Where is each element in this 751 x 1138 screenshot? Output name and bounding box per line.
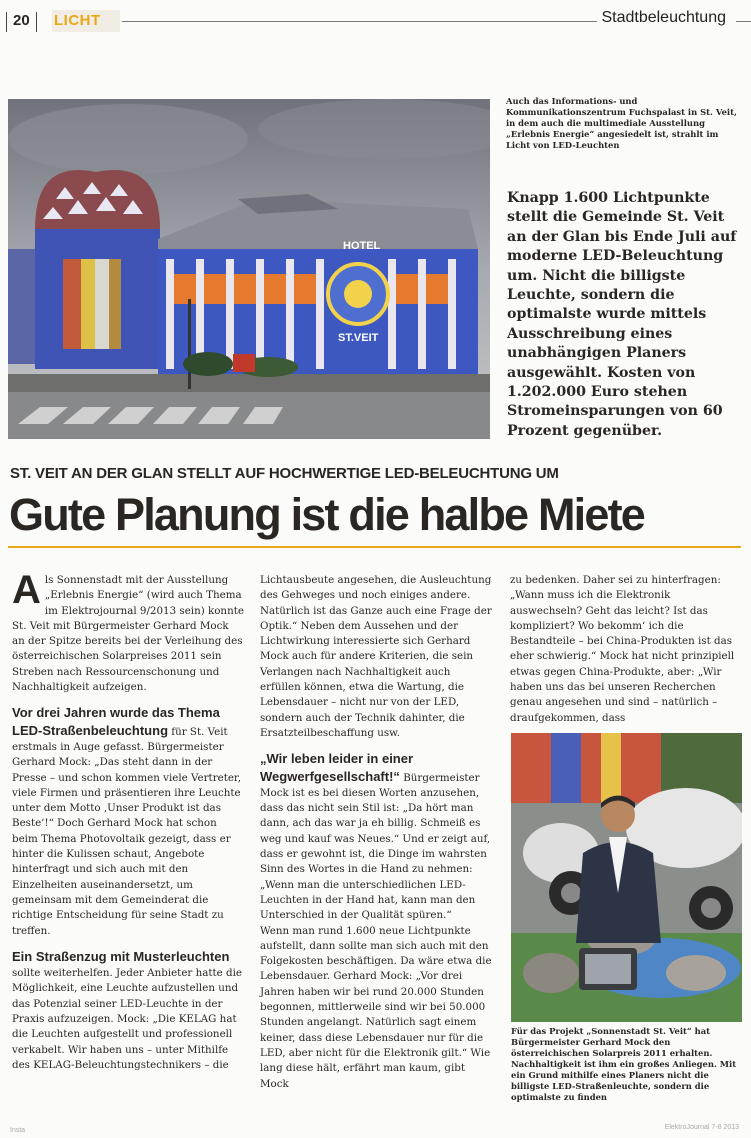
subheading: Ein Straßenzug mit Musterleuchten xyxy=(12,948,230,964)
text-column-2 xyxy=(260,573,494,1092)
photo-caption: Auch das Informations- und Kommunikationszentrum Fuchspalast in St. Veit, in dem auch die multimediale Ausstellung „Erlebnis Energie“ angesiedelt ist, strahlt im Licht von LED-Leuchten xyxy=(506,96,737,150)
paragraph-text: sollte weiterhelfen. Jeder Anbieter hatte die Möglichkeit, eine Leuchte aufzustellen und das Potenzial seiner LED-Leuchte in der Praxis aufzuzeigen. Mock: „Die KELAG hat die Leuchten aufgestellt und professionell verkabelt. Wir haben uns – unter Mithilfe des KELAG-Beleuchtungstechnikers – die xyxy=(12,967,242,1071)
paragraph xyxy=(12,568,244,695)
paragraph xyxy=(260,751,494,923)
hotel-sign: HOTEL xyxy=(343,240,381,252)
rubric-text: LICHT xyxy=(54,12,101,29)
mayor-photo xyxy=(511,733,742,1022)
headline-rule xyxy=(8,546,741,548)
paragraph xyxy=(12,705,244,938)
rubric-label xyxy=(52,10,120,32)
article-headline: Gute Planung ist die halbe Miete xyxy=(9,489,645,540)
paragraph-text: zu bedenken. Daher sei zu hinterfragen: „Wann muss ich die Elektronik auswechseln? Geht das leicht? Ist das kompliziert? Wo bekomm‘ ich die Bestandteile – bei China-Produkten ist das eher schwierig.“ Mock hat nicht prinzipiell etwas gegen China-Produkte, aber: „Wir haben uns das bei unseren Recherchen genau angesehen und sind – natürlich – draufgekommen, dass xyxy=(510,574,735,724)
fuchspalast-photo xyxy=(8,99,490,439)
header-divider xyxy=(6,12,7,32)
photo-caption: Für das Projekt „Sonnenstadt St. Veit“ hat Bürgermeister Gerhard Mock den österreichischen Solarpreis 2011 erhalten. Nachhaltigkeit ist ihm ein großes Anliegen. Mit ein Grund mithilfe eines Planers nicht die billigste LED-Straßenleuchte, sondern die optimalste zu finden xyxy=(511,1026,737,1102)
header-rule-right xyxy=(736,21,751,22)
header-divider xyxy=(36,12,37,32)
stveit-sign: ST.VEIT xyxy=(338,332,379,344)
paragraph-text: für St. Veit erstmals in Auge gefasst. Bürgermeister Gerhard Mock: „Das steht dann in der Presse – und schon kommen viele Vertreter, viele Firmen und präsentieren ihre Leuchte unter dem Motto ‚Unser Produkt ist das Beste‘!“ Doch Gerhard Mock hat schon beim Thema Photovoltaik gezeigt, dass er hinter die Kulissen schaut, Angebote hinterfragt und sich auch mit den Einzelheiten auseinandersetzt, um gemeinsam mit dem Gemeinderat die richtige Entscheidung für seine Stadt zu treffen. xyxy=(12,725,241,937)
paragraph-text: Lichtausbeute angesehen, die Ausleuchtung des Gehweges und noch einiges andere. Natürlich ist das Ganze auch eine Frage der Optik.“ Neben dem Aussehen und der Lichtwirkung interessierte sich Gerhard Mock auch für andere Kriterien, die sein Verlangen nach Nachhaltigkeit auch erfüllen können, etwa die Wartung, die Lebensdauer – nicht nur von der LED, sondern auch der Technik dahinter, die Ersatzteilbeschaffung usw. xyxy=(260,574,492,739)
footer-left: Insta xyxy=(10,1127,26,1134)
text-column-1 xyxy=(12,568,244,1073)
paragraph-text: Wenn man rund 1.600 neue Lichtpunkte aufstellt, dann sollte man sich auch mit den Folgekosten beschäftigen. Da wäre etwa die Lebensdauer. Gerhard Mock: „Vor drei Jahren haben wir bei rund 20.000 Stunden begonnen, mittlerweile sind wir bei 50.000 Stunden angelangt. Natürlich sagt einem keiner, dass diese Lebensdauer nur für die LED, aber nicht für die Elektronik gilt.“ Wie lang diese hält, erfährt man kaum, gibt Mock xyxy=(260,924,492,1090)
paragraph-text: Bürgermeister Mock ist es bei diesen Worten anzusehen, dass das nicht sein Stil ist: „Da hört man dann, ach das war ja eh billig. Schmeiß es weg und kauf was Neues.“ Und er zeigt auf, dass er gewohnt ist, die Dinge im wahrsten Sinn des Wortes in die Hand zu nehmen: „Wenn man die unterschiedlichen LED-Leuchten in der Hand hat, kann man den Unterschied in der Qualität spüren.“ xyxy=(260,771,491,922)
subheading: Vor drei Jahren wurde das Thema LED-Straßenbeleuchtung xyxy=(12,705,220,738)
header-rule xyxy=(122,21,597,22)
lead-paragraph: Knapp 1.600 Lichtpunkte stellt die Gemeinde St. Veit an der Glan bis Ende Juli auf moderne LED-Beleuchtung um. Nicht die billigste Leuchte, sondern die optimalste wurde mittels Ausschreibung eines unabhängigen Planers ausgewählt. Kosten von 1.202.000 Euro stehen Stromeinsparungen von 60 Prozent gegenüber. xyxy=(507,190,737,439)
article-kicker: ST. VEIT AN DER GLAN STELLT AUF HOCHWERTIGE LED-BELEUCHTUNG UM xyxy=(10,465,559,482)
paragraph xyxy=(12,949,244,1073)
footer-magazine: ElektroJournal 7-8 2013 xyxy=(664,1124,739,1131)
subheading: „Wir leben leider in einer Wegwerfgesellschaft!“ xyxy=(260,751,414,784)
dropcap: A xyxy=(12,568,41,612)
section-title: Stadtbeleuchtung xyxy=(601,9,726,26)
page-number: 20 xyxy=(13,12,30,29)
text-column-3 xyxy=(510,573,742,726)
paragraph-text: ls Sonnenstadt mit der Ausstellung „Erlebnis Energie“ (wird auch Thema im Elektrojournal 9/2013 sein) konnte St. Veit mit Bürgermeister Gerhard Mock an der Spitze bereits bei der Verleihung des österreichischen Solarpreises 2011 sein Streben nach Ressourcenschonung und Nachhaltigkeit aufzeigen. xyxy=(12,574,244,694)
